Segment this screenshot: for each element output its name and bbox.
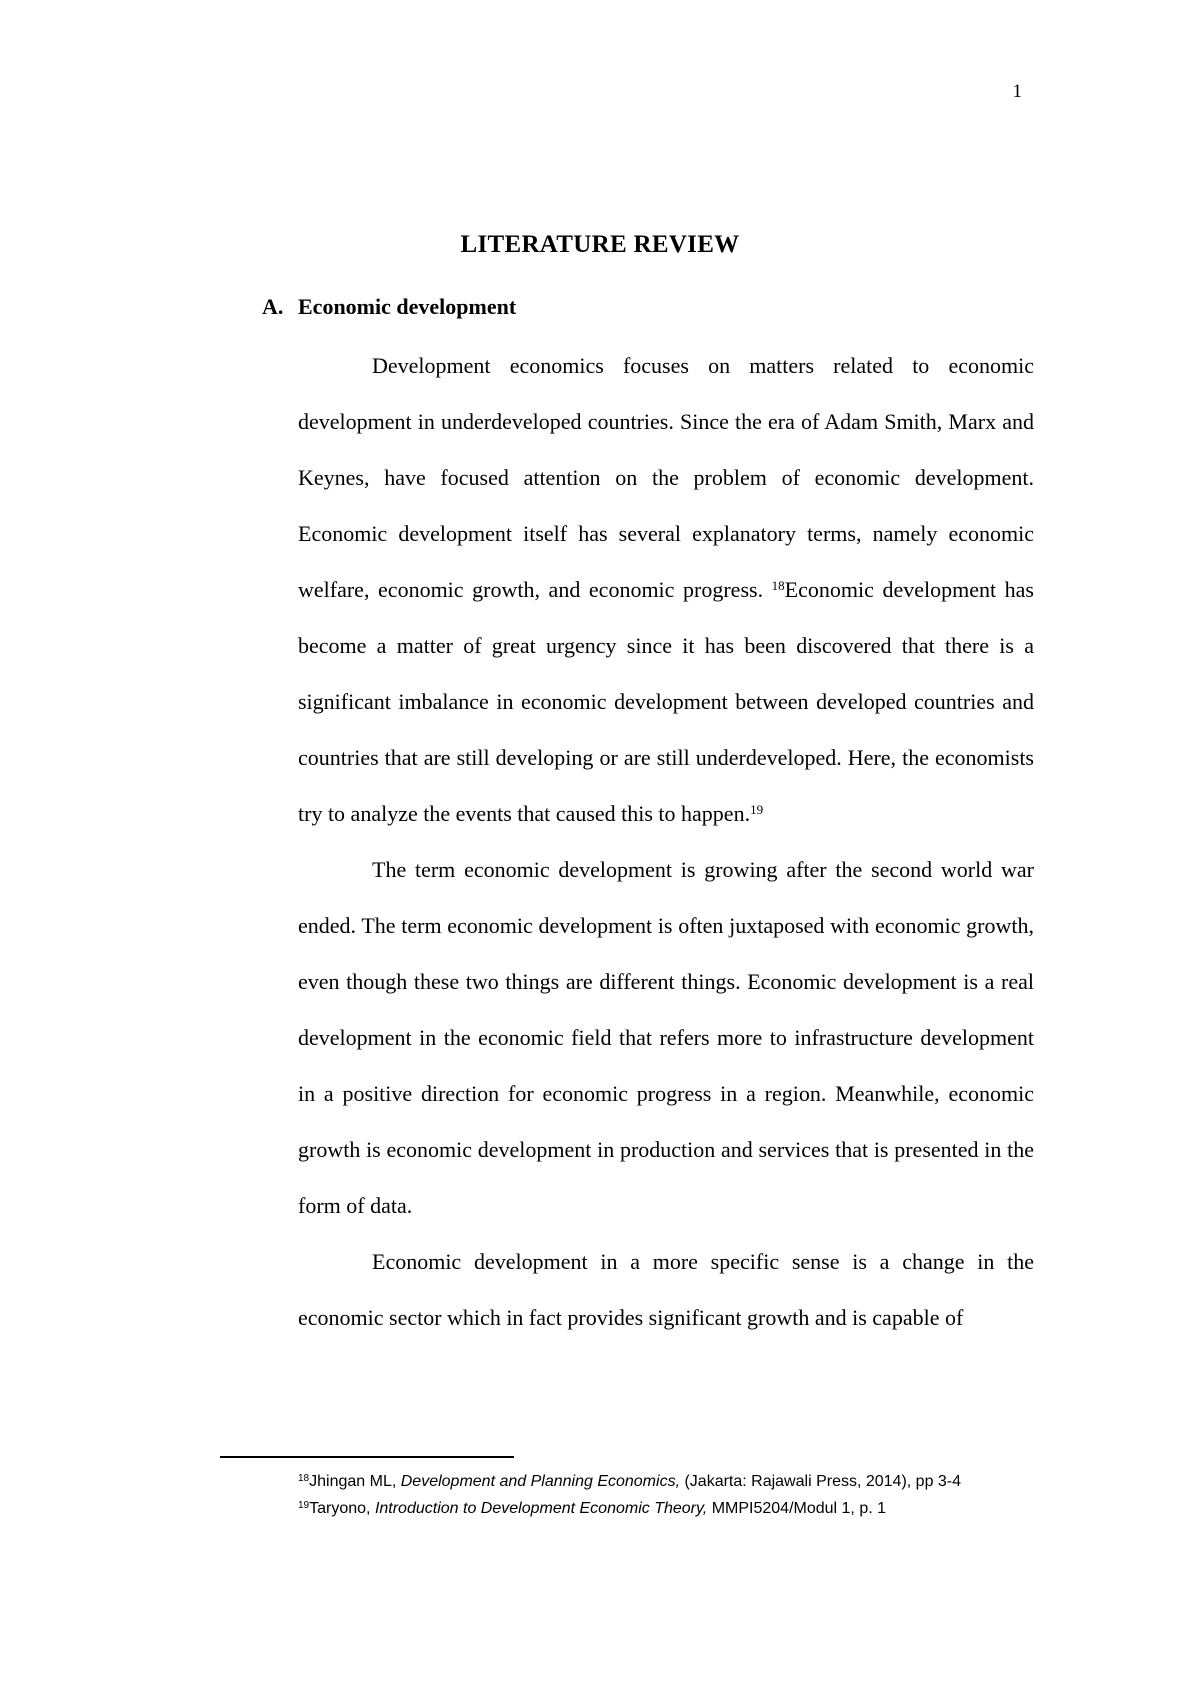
paragraph-1-part-2: Economic development has become a matter of great urgency since it has been discovered that there is a significant imbalance in economic development between developed countries and countries that are still developing or are still underdeveloped. Here, the economists try to analyze the events that caused this to happen. [298, 577, 1034, 826]
footnote-book-title: Development and Planning Economics, [400, 1473, 681, 1490]
footnote-ref-19: 19 [750, 802, 764, 817]
footnote-ref-18: 18 [771, 578, 785, 593]
page-title: LITERATURE REVIEW [460, 231, 740, 258]
body-text [298, 338, 1034, 1346]
page-number: 1 [1012, 81, 1022, 102]
footnote-author: Jhingan ML, [309, 1473, 401, 1490]
paragraph-1 [298, 338, 1034, 842]
footnote-19 [220, 1495, 1032, 1522]
footnote-marker: 19 [298, 1500, 310, 1511]
footnote-18 [220, 1468, 1032, 1495]
footnotes [220, 1468, 1032, 1522]
paragraph-2: The term economic development is growing after the second world war ended. The term economic development is often juxtaposed with economic growth, even though these two things are different things. Economic development is a real development in the economic field that refers more to infrastructure development in a positive direction for economic progress in a region. Meanwhile, economic growth is economic development in production and services that is presented in the form of data. [298, 857, 1034, 1218]
footnote-author: Taryono, [309, 1500, 375, 1517]
section-letter: A. [262, 294, 284, 319]
footnote-marker: 18 [298, 1473, 310, 1484]
section-heading [262, 296, 516, 318]
footnote-publication: (Jakarta: Rajawali Press, 2014), pp 3-4 [680, 1473, 962, 1490]
section-title: Economic development [298, 294, 517, 319]
paragraph-1-part-1: Development economics focuses on matters related to economic development in underdeveloped countries. Since the era of Adam Smith, Marx and Keynes, have focused attention on the problem of economic development. Economic development itself has several explanatory terms, namely economic welfare, economic growth, and economic progress. [298, 353, 1034, 602]
paragraph-3: Economic development in a more specific sense is a change in the economic sector which in fact provides significant growth and is capable of [298, 1249, 1034, 1330]
footnote-book-title: Introduction to Development Economic Theory, [374, 1500, 708, 1517]
footnote-publication: MMPI5204/Modul 1, p. 1 [707, 1500, 887, 1517]
footnote-separator [220, 1456, 514, 1458]
